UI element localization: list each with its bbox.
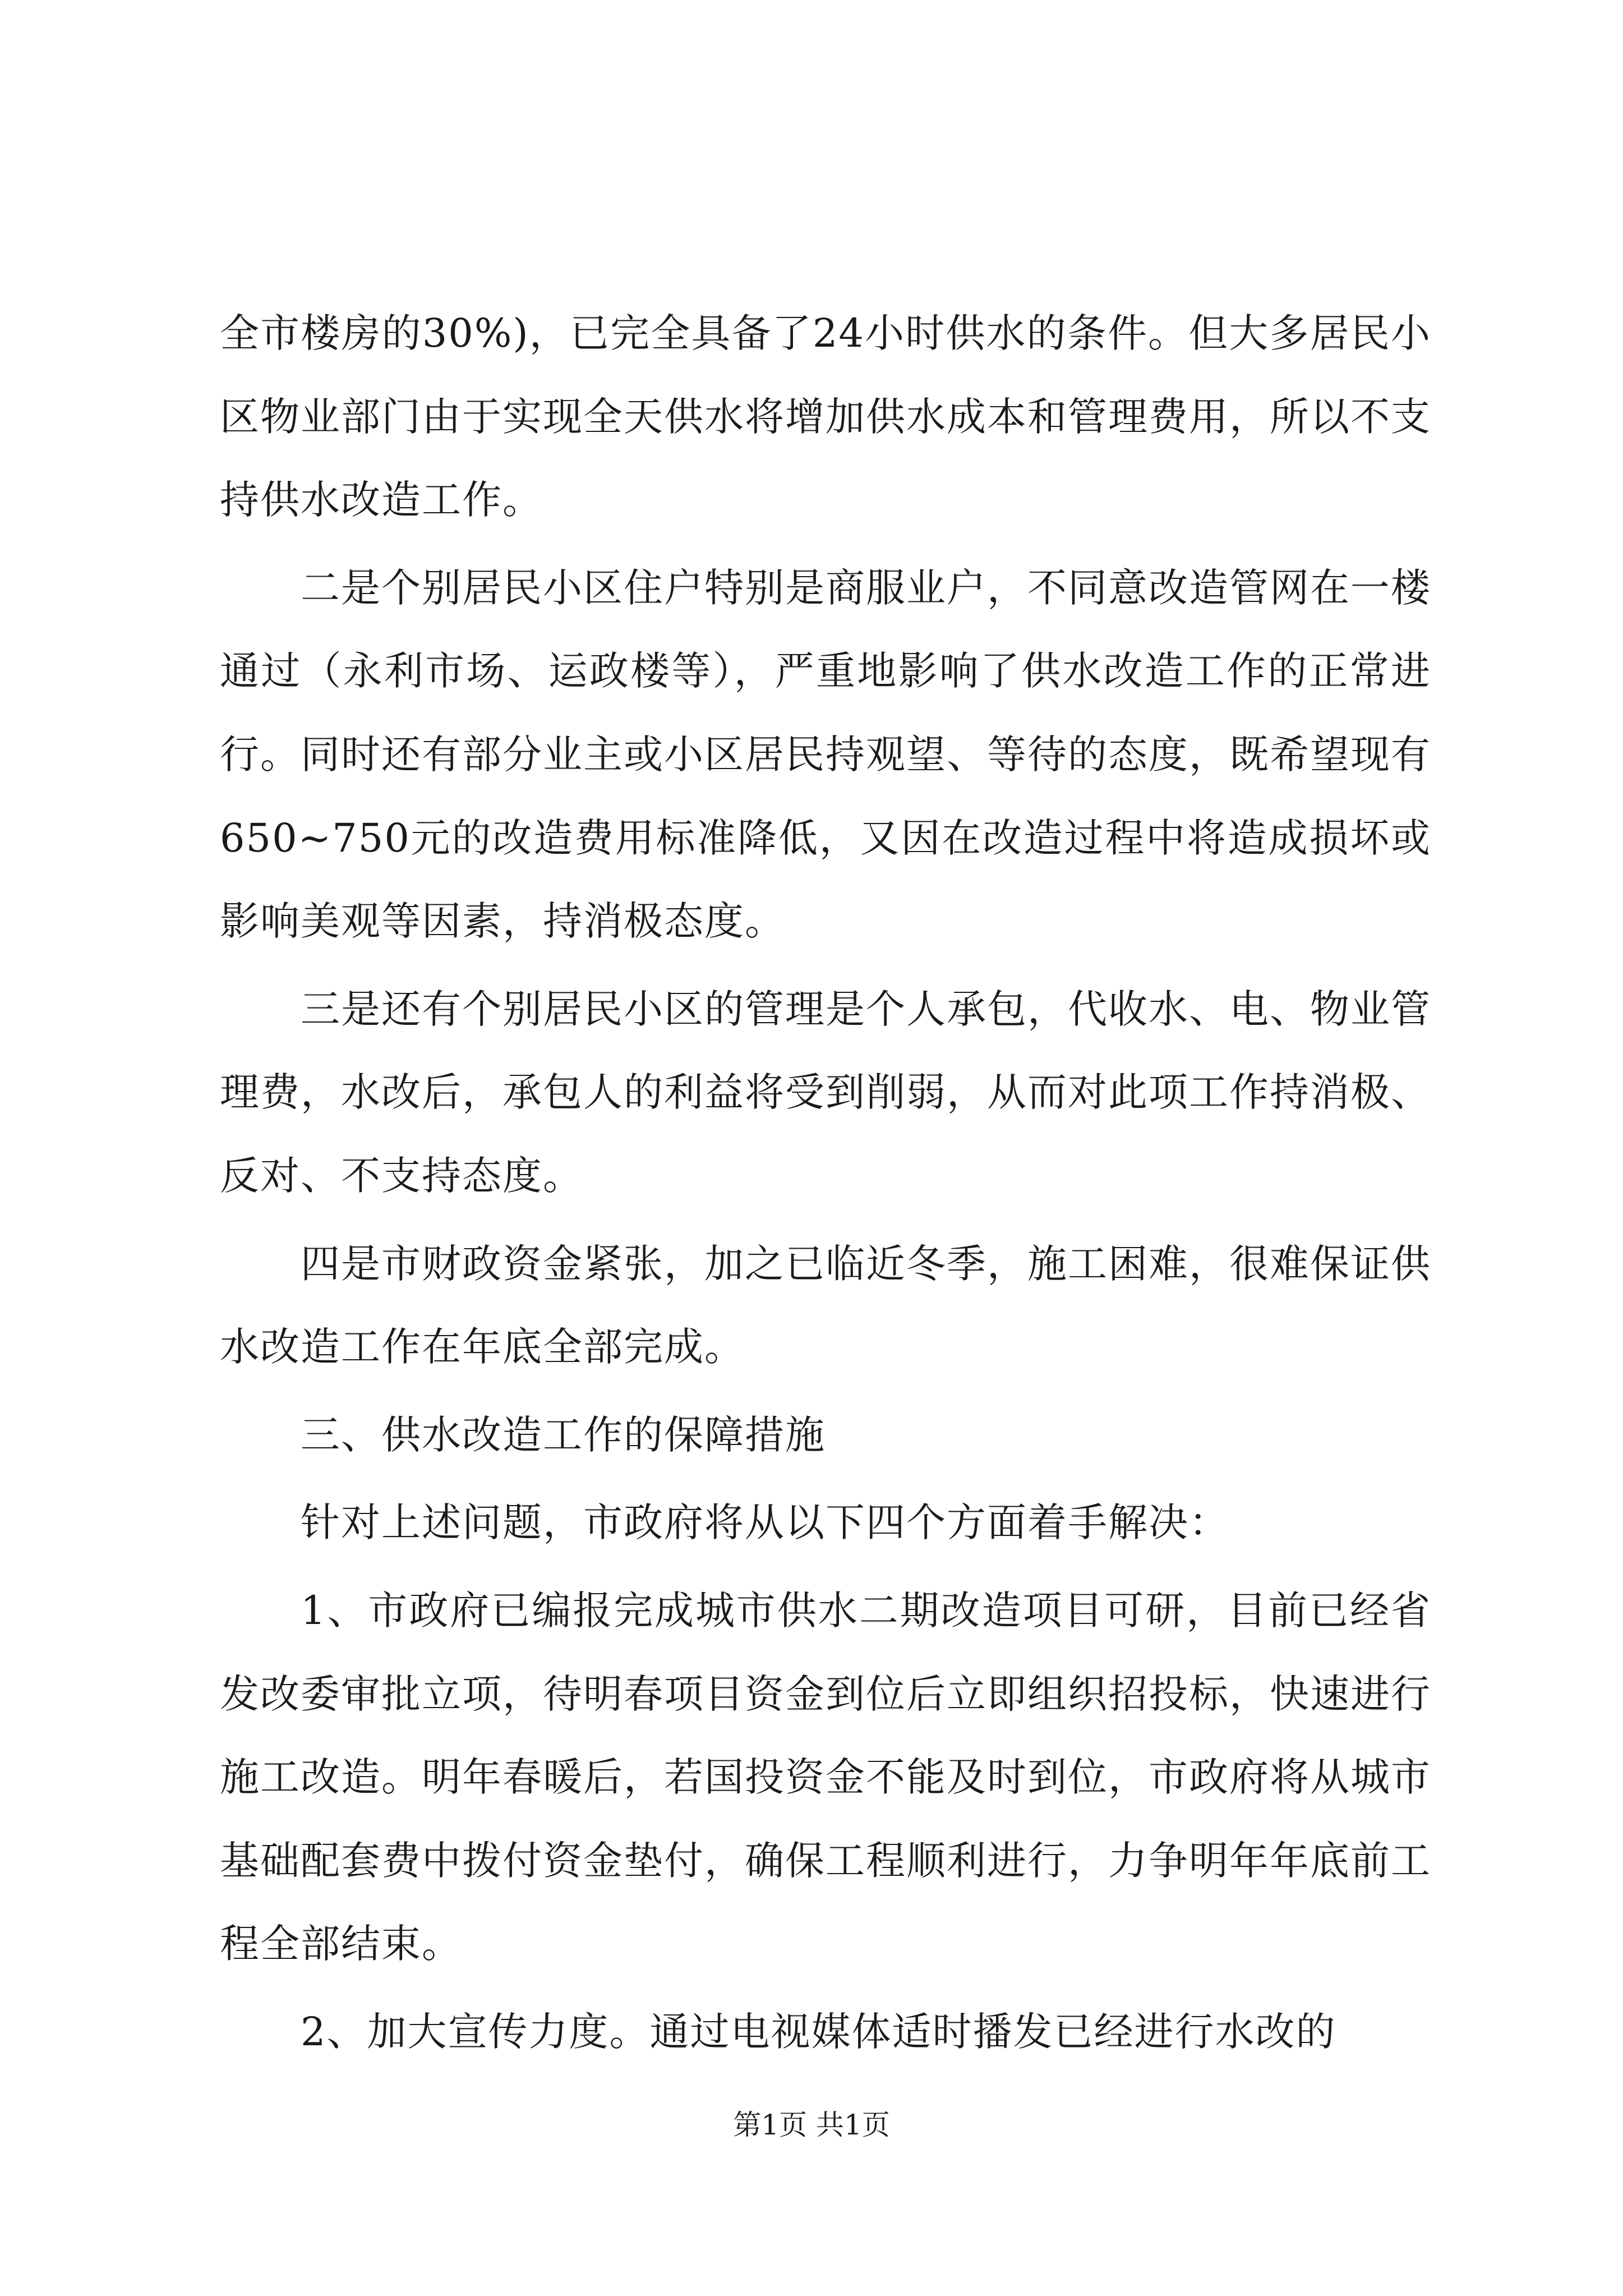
paragraph-continuation: 全市楼房的30%)，已完全具备了24小时供水的条件。但大多居民小区物业部门由于实现全天供水将增加供水成本和管理费用，所以不支持供水改造工作。 xyxy=(220,310,1431,523)
paragraph-measure-two: 2、加大宣传力度。通过电视媒体适时播发已经进行水改的 xyxy=(301,2008,1336,2055)
paragraph-measure-one: 1、市政府已编报完成城市供水二期改造项目可研，目前已经省发改委审批立项，待明春项目资金到位后立即组织招投标，快速进行施工改造。明年春暖后，若国投资金不能及时到位，市政府将从城市基础配套费中拨付资金垫付，确保工程顺利进行，力争明年年底前工程全部结束。 xyxy=(220,1587,1431,1967)
page-footer: 第1页 共1页 xyxy=(733,2109,890,2141)
paragraph-issue-four: 四是市财政资金紧张，加之已临近冬季，施工困难，很难保证供水改造工作在年底全部完成。 xyxy=(220,1240,1431,1370)
paragraph-issue-three: 三是还有个别居民小区的管理是个人承包，代收水、电、物业管理费，水改后，承包人的利益将受到削弱，从而对此项工作持消极、反对、不支持态度。 xyxy=(220,986,1431,1199)
paragraph-issue-two: 二是个别居民小区住户特别是商服业户，不同意改造管网在一楼通过（永利市场、运政楼等），严重地影响了供水改造工作的正常进行。同时还有部分业主或小区居民持观望、等待的态度，既希望现有650~750元的改造费用标准降低，又因在改造过程中将造成损坏或影响美观等因素，持消极态度。 xyxy=(220,564,1431,945)
section-heading-measures: 三、供水改造工作的保障措施 xyxy=(301,1411,826,1458)
paragraph-measures-intro: 针对上述问题，市政府将从以下四个方面着手解决： xyxy=(301,1499,1229,1546)
document-body xyxy=(220,292,1431,2073)
